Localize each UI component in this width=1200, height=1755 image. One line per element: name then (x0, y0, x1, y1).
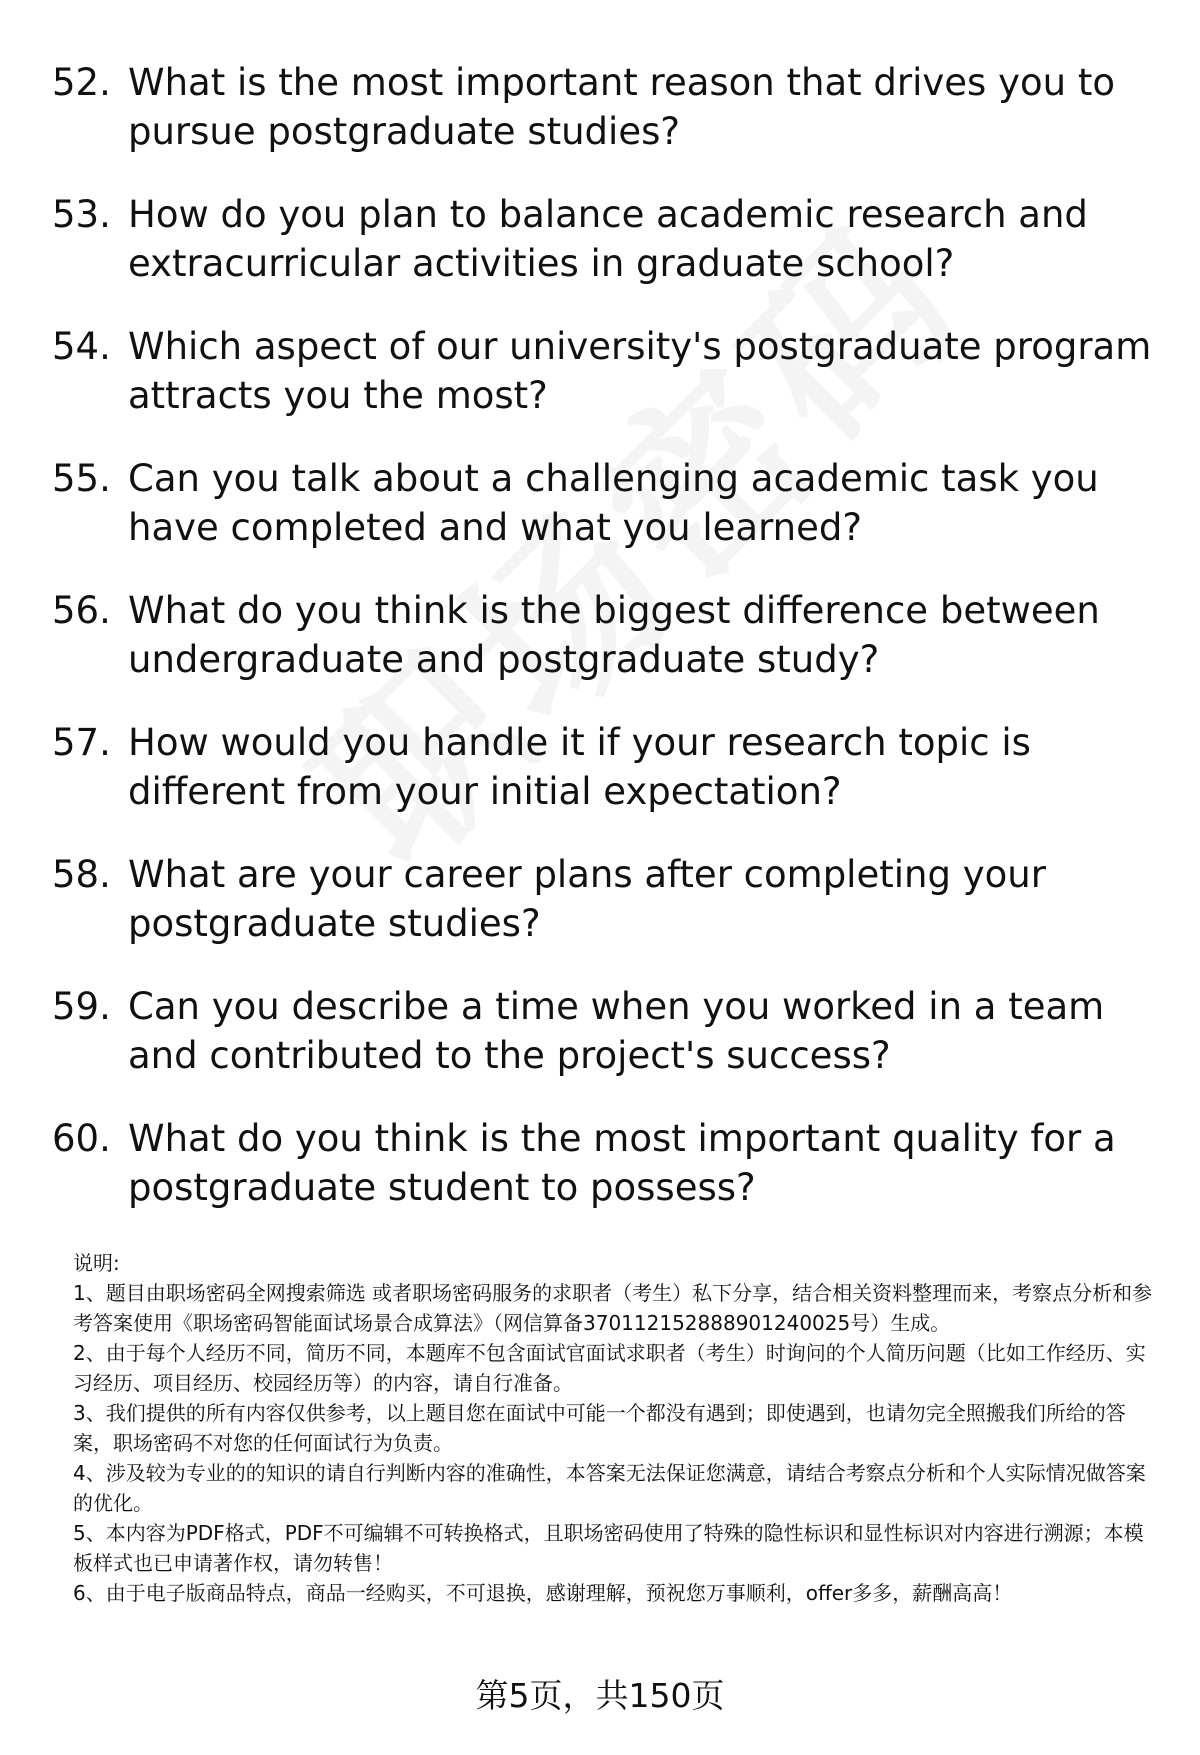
question-item (52, 1114, 1162, 1212)
question-text: What is the most important reason that drives you to pursue postgraduate studies? (128, 61, 1115, 153)
question-number: 53. (52, 193, 111, 236)
question-item (52, 982, 1162, 1080)
note-item: 5、本内容为PDF格式，PDF不可编辑不可转换格式，且职场密码使用了特殊的隐性标识和显性标识对内容进行溯源；本模板样式也已申请著作权，请勿转售！ (73, 1521, 1144, 1575)
question-number: 54. (52, 325, 111, 368)
note-item: 4、涉及较为专业的的知识的请自行判断内容的准确性，本答案无法保证您满意，请结合考察点分析和个人实际情况做答案的优化。 (73, 1461, 1146, 1515)
note-item: 1、题目由职场密码全网搜索筛选 或者职场密码服务的求职者（考生）私下分享，结合相关资料整理而来，考察点分析和参考答案使用《职场密码智能面试场景合成算法》（网信算备370112152888901240025号）生成。 (73, 1281, 1153, 1335)
question-item (52, 454, 1162, 552)
question-item (52, 190, 1162, 288)
question-text: What do you think is the most important quality for a postgraduate student to possess? (128, 1117, 1116, 1209)
question-text: What are your career plans after completing your postgraduate studies? (128, 853, 1046, 945)
question-item (52, 586, 1162, 684)
notes-section (73, 1248, 1158, 1608)
note-item: 6、由于电子版商品特点，商品一经购买，不可退换，感谢理解，预祝您万事顺利，offer多多，薪酬高高！ (73, 1581, 1013, 1605)
note-item: 3、我们提供的所有内容仅供参考，以上题目您在面试中可能一个都没有遇到；即使遇到，也请勿完全照搬我们所给的答案，职场密码不对您的任何面试行为负责。 (73, 1401, 1126, 1455)
question-item (52, 58, 1162, 156)
question-number: 56. (52, 589, 111, 632)
question-list (52, 58, 1162, 1246)
question-text: What do you think is the biggest difference between undergraduate and postgraduate study? (128, 589, 1100, 681)
page-footer (0, 1676, 1200, 1716)
question-number: 57. (52, 721, 111, 764)
page-number-label: 第5页，共150页 (475, 1676, 725, 1715)
question-text: Can you describe a time when you worked in a team and contributed to the project's success? (128, 985, 1105, 1077)
question-text: Can you talk about a challenging academic task you have completed and what you learned? (128, 457, 1099, 549)
question-text: How would you handle it if your research topic is different from your initial expectation? (128, 721, 1031, 813)
question-number: 58. (52, 853, 111, 896)
question-item (52, 718, 1162, 816)
question-number: 55. (52, 457, 111, 500)
question-number: 59. (52, 985, 111, 1028)
question-item (52, 850, 1162, 948)
question-number: 60. (52, 1117, 111, 1160)
question-text: Which aspect of our university's postgraduate program attracts you the most? (128, 325, 1152, 417)
question-text: How do you plan to balance academic research and extracurricular activities in graduate school? (128, 193, 1088, 285)
notes-title: 说明: (73, 1251, 120, 1275)
question-item (52, 322, 1162, 420)
note-item: 2、由于每个人经历不同，简历不同，本题库不包含面试官面试求职者（考生）时询问的个人简历问题（比如工作经历、实习经历、项目经历、校园经历等）的内容，请自行准备。 (73, 1341, 1146, 1395)
question-number: 52. (52, 61, 111, 104)
